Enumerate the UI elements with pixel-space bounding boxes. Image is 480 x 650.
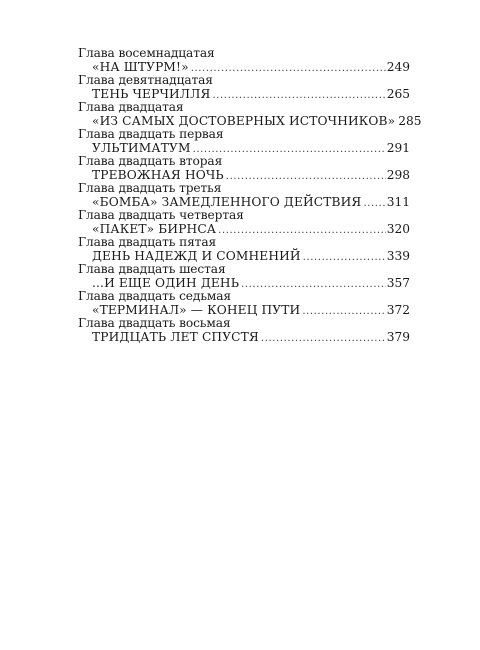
chapter-number: Глава двадцатая	[78, 100, 184, 114]
toc-line	[78, 88, 410, 102]
chapter-title: «ИЗ САМЫХ ДОСТОВЕРНЫХ ИСТОЧНИКОВ»	[92, 113, 396, 128]
chapter-title: УЛЬТИМАТУМ	[92, 140, 191, 155]
page-number: 249	[386, 59, 410, 74]
chapter-title: ДЕНЬ НАДЕЖД И СОМНЕНИЙ	[92, 248, 301, 263]
toc-entry	[78, 209, 410, 236]
page-number: 357	[386, 275, 410, 290]
dot-leader	[363, 197, 385, 211]
toc-line	[78, 223, 410, 237]
toc-line	[78, 113, 422, 129]
table-of-contents	[78, 46, 422, 344]
toc-line	[78, 277, 410, 291]
toc-entry	[78, 47, 410, 74]
page-number: 320	[386, 221, 410, 236]
page-number: 339	[386, 248, 410, 263]
page-number: 265	[386, 86, 410, 101]
toc-entry	[78, 263, 410, 290]
chapter-title: ...И ЕЩЕ ОДИН ДЕНЬ	[92, 275, 240, 290]
toc-entry	[78, 317, 410, 344]
dot-leader	[226, 170, 386, 184]
chapter-title: ТРИДЦАТЬ ЛЕТ СПУСТЯ	[92, 329, 259, 344]
chapter-title: ТЕНЬ ЧЕРЧИЛЛЯ	[92, 86, 211, 101]
toc-entry	[78, 236, 410, 263]
toc-entry	[78, 74, 410, 101]
dot-leader	[218, 224, 386, 238]
dot-leader	[241, 278, 386, 292]
chapter-title: «БОМБА» ЗАМЕДЛЕННОГО ДЕЙСТВИЯ	[92, 194, 362, 209]
dot-leader	[212, 89, 385, 103]
chapter-number: Глава двадцать четвертая	[78, 208, 244, 222]
chapter-number: Глава двадцать первая	[78, 127, 224, 141]
page-number: 298	[386, 167, 410, 182]
chapter-number: Глава восемнадцатая	[78, 46, 215, 60]
toc-line	[78, 169, 410, 183]
page-number: 372	[386, 302, 410, 317]
toc-entry	[78, 155, 410, 182]
chapter-number: Глава девятнадцатая	[78, 73, 213, 87]
chapter-number: Глава двадцать седьмая	[78, 289, 231, 303]
toc-line	[78, 142, 410, 156]
chapter-title: ТРЕВОЖНАЯ НОЧЬ	[92, 167, 224, 182]
toc-line	[78, 304, 410, 318]
toc-line	[78, 331, 410, 345]
page-number: 379	[386, 329, 410, 344]
chapter-number: Глава двадцать восьмая	[78, 316, 231, 330]
dot-leader	[303, 251, 386, 265]
dot-leader	[191, 62, 386, 76]
page-number: 285	[398, 113, 422, 128]
toc-entry	[78, 290, 410, 317]
toc-entry	[78, 128, 410, 155]
chapter-number: Глава двадцать пятая	[78, 235, 217, 249]
toc-line	[78, 61, 410, 75]
chapter-number: Глава двадцать третья	[78, 181, 222, 195]
chapter-number: Глава двадцать шестая	[78, 262, 226, 276]
chapter-title: «ТЕРМИНАЛ» — КОНЕЦ ПУТИ	[92, 302, 301, 317]
dot-leader	[261, 332, 386, 346]
toc-line	[78, 250, 410, 264]
chapter-number: Глава двадцать вторая	[78, 154, 223, 168]
dot-leader	[302, 305, 385, 319]
chapter-title: «ПАКЕТ» БИРНСА	[92, 221, 217, 236]
page-number: 291	[386, 140, 410, 155]
page-number: 311	[386, 194, 410, 209]
toc-entry	[78, 182, 410, 209]
toc-entry	[78, 100, 422, 128]
toc-line	[78, 196, 410, 210]
chapter-title: «НА ШТУРМ!»	[92, 59, 189, 74]
